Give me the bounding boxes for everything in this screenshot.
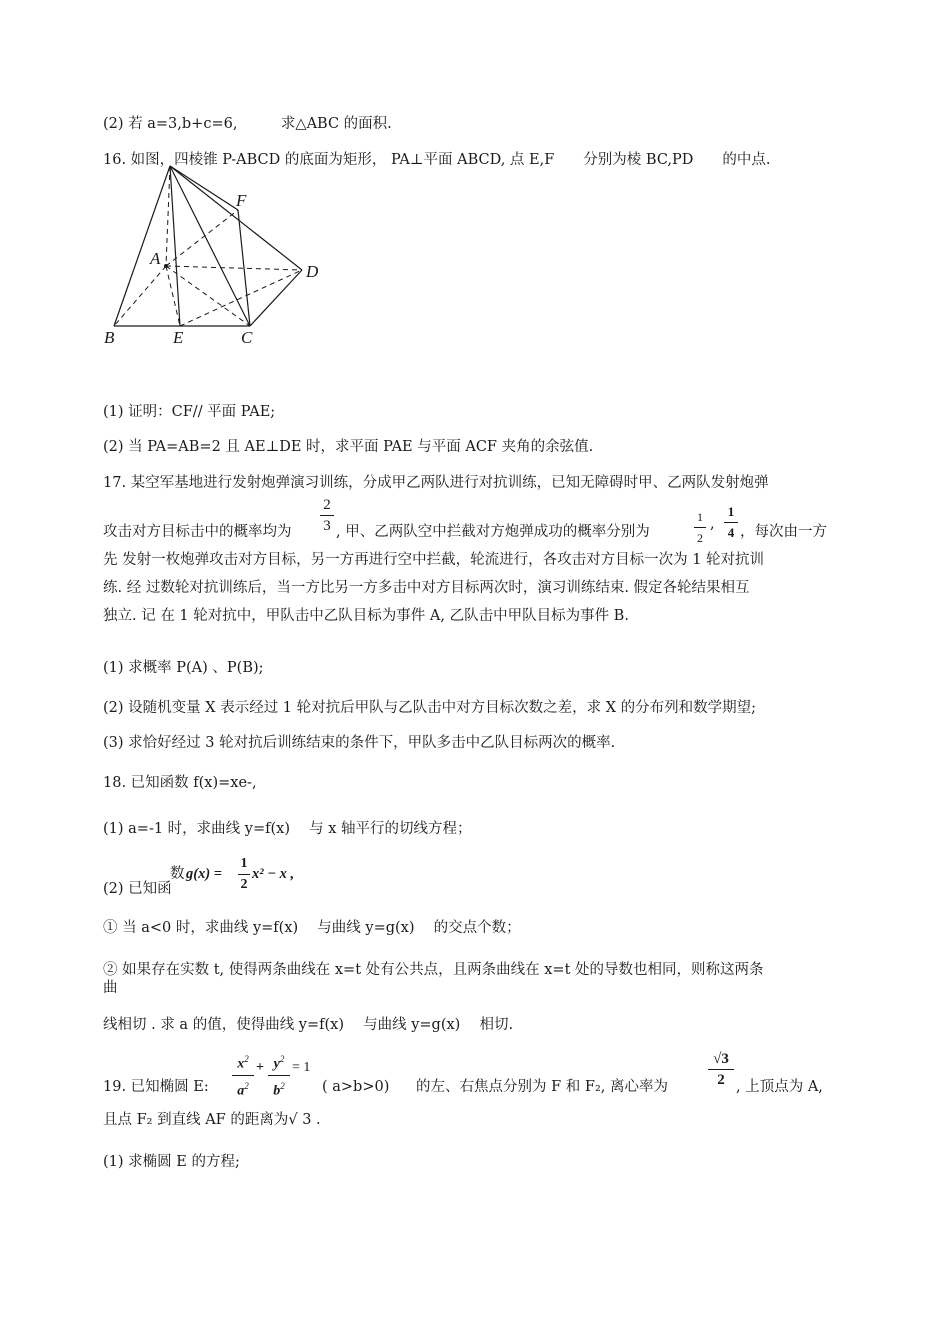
problem-16-statement: 16. 如图，四棱锥 P-ABCD 的底面为矩形， PA⊥平面 ABCD, 点 E,F 分别为棱 BC,PD 的中点. <box>103 152 771 168</box>
problem-17-line-2-start: 攻击对方目标击中的概率均为 <box>103 524 292 540</box>
problem-15-part-2: (2) 若 a=3,b+c=6, 求△ABC 的面积. <box>103 116 392 132</box>
problem-16-part-2: (2) 当 PA=AB=2 且 AE⊥DE 时，求平面 PAE 与平面 ACF 夹角的余弦值. <box>103 439 594 455</box>
problem-17-line-3: 先 发射一枚炮弹攻击对方目标，另一方再进行空中拦截，轮流进行，各攻击对方目标一次为 1 轮对抗训 <box>103 552 765 568</box>
problem-17-line-1: 17. 某空军基地进行发射炮弹演习训练，分成甲乙两队进行对抗训练，已知无障碍时甲、乙两队发射炮弹 <box>103 475 769 491</box>
problem-18-case-2-line-1: ② 如果存在实数 t, 使得两条曲线在 x=t 处有公共点，且两条曲线在 x=t 处的导数也相同，则称这两条 <box>103 962 764 978</box>
label-B: B <box>104 328 115 347</box>
problem-17-line-5: 独立. 记 在 1 轮对抗中，甲队击中乙队目标为事件 A, 乙队击中甲队目标为事件 B. <box>103 608 629 624</box>
label-E: E <box>173 328 184 347</box>
fraction-two-thirds: 2 3 <box>320 496 334 535</box>
problem-18-case-2-line-3: 线相切 . 求 a 的值，使得曲线 y=f(x) 与曲线 y=g(x) 相切. <box>103 1017 514 1033</box>
label-A: A <box>150 249 161 268</box>
label-F: F <box>236 191 247 210</box>
problem-19-prefix: 19. 已知椭圆 E: <box>103 1079 209 1095</box>
comma-sep: , <box>710 516 715 532</box>
g-function-body: x² − x , <box>252 866 295 882</box>
problem-17-part-1: (1) 求概率 P(A) 、P(B); <box>103 660 264 676</box>
pyramid-figure <box>98 160 338 350</box>
problem-19-middle: 的左、右焦点分别为 F 和 F₂, 离心率为 <box>416 1079 668 1095</box>
problem-17-line-4: 练. 经 过数轮对抗训练后，当一方比另一方多击中对方目标两次时，演习训练结束. 假定各轮结果相互 <box>103 580 750 596</box>
problem-17-part-3: (3) 求恰好经过 3 轮对抗后训练结束的条件下，甲队多击中乙队目标两次的概率. <box>103 735 616 751</box>
problem-16-part-1: (1) 证明：CF// 平面 PAE; <box>103 404 276 420</box>
label-D: D <box>306 262 319 281</box>
problem-19-part-1: (1) 求椭圆 E 的方程; <box>103 1154 240 1170</box>
label-C: C <box>241 328 253 347</box>
problem-18-part-1: (1) a=-1 时，求曲线 y=f(x) 与 x 轴平行的切线方程； <box>103 821 472 837</box>
fraction-one-half: 1 2 <box>694 508 706 547</box>
problem-18-statement: 18. 已知函数 f(x)=xe-, <box>103 775 257 791</box>
problem-19-end: , 上顶点为 A, <box>736 1079 823 1095</box>
problem-17-part-2: (2) 设随机变量 X 表示经过 1 轮对抗后甲队与乙队击中对方目标次数之差，求 X 的分布列和数学期望; <box>103 700 757 716</box>
problem-18-case-1: ① 当 a<0 时，求曲线 y=f(x) 与曲线 y=g(x) 的交点个数； <box>103 920 521 936</box>
ellipse-condition: ( a>b>0) <box>322 1079 390 1095</box>
fraction-g-coefficient: 1 2 <box>238 855 250 894</box>
problem-18-part-2-word: 数 <box>170 866 185 882</box>
fraction-one-quarter: 1 4 <box>724 503 738 542</box>
problem-19-line-2: 且点 F₂ 到直线 AF 的距离为√ 3 . <box>103 1112 321 1128</box>
g-function-name: g(x) = <box>186 866 223 882</box>
problem-18-part-2-prefix: (2) 已知函 <box>103 881 172 897</box>
fraction-eccentricity: √3 2 <box>708 1050 734 1089</box>
problem-17-line-2-middle: , 甲、乙两队空中拦截对方炮弹成功的概率分别为 <box>336 524 650 540</box>
problem-18-case-2-line-2: 曲 <box>103 980 118 996</box>
problem-17-line-2-end: ，每次由一方 <box>740 524 827 540</box>
